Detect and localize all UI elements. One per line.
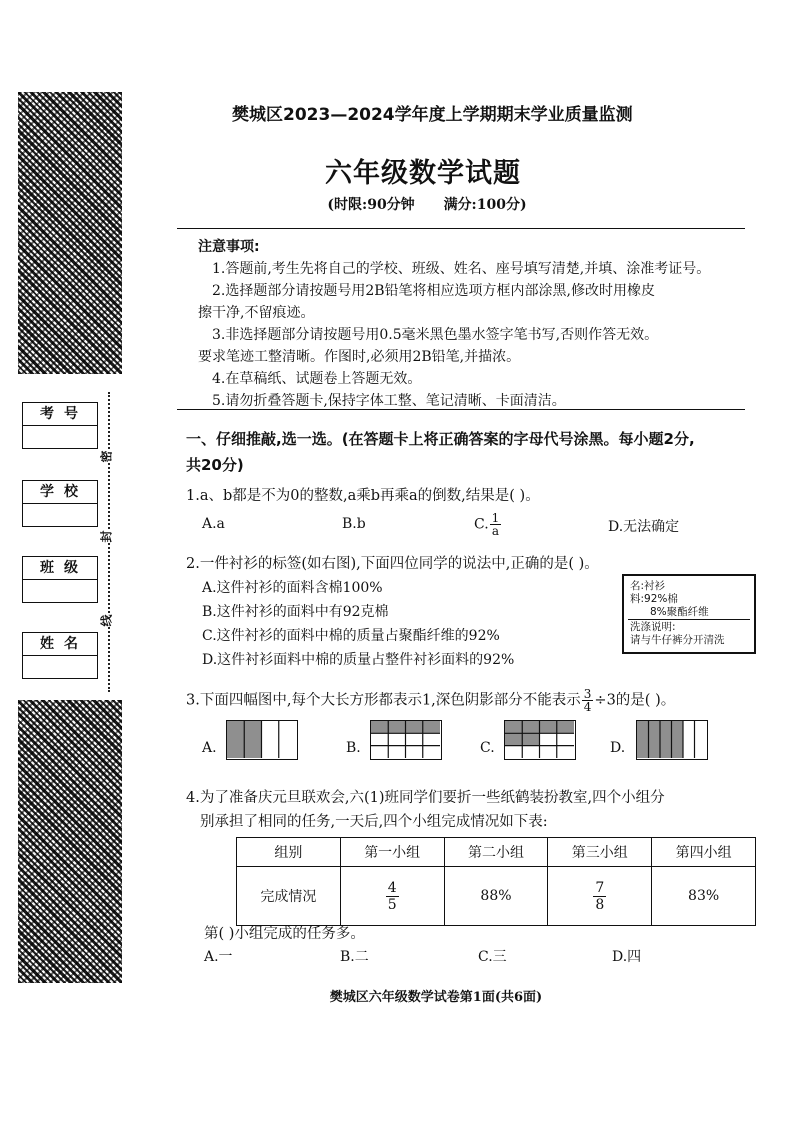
table-header-cell: 第一小组 [340,838,444,867]
q2-stem: 2.一件衬衫的标签(如右图),下面四位同学的说法中,正确的是( )。 [186,556,599,572]
section-1-title-line2: 共20分) [186,456,244,474]
time-limit: (时限:90分钟 [327,197,415,213]
q3-frac-num: 3 [583,687,592,701]
table-header-cell: 组别 [237,838,341,867]
q4-option-a[interactable]: A.一 [204,949,233,965]
seal-mark-xian: 线 [99,614,114,627]
note-2: 2.选择题部分请按题号用2B铅笔将相应选项方框内部涂黑,修改时用橡皮 [212,283,656,299]
q1-option-c-den: a [491,524,500,538]
q2-option-d[interactable]: D.这件衬衫面料中棉的质量占整件衬衫面料的92% [202,652,515,668]
group3-den: 8 [595,896,605,913]
class-box[interactable] [22,556,98,603]
note-1: 1.答题前,考生先将自己的学校、班级、姓名、座号填写清楚,并填、涂准考证号。 [212,261,711,277]
q3-figure-b[interactable] [370,720,442,760]
q4-stem-line2: 别承担了相同的任务,一天后,四个小组完成情况如下表: [200,814,548,830]
header-rule [177,228,745,229]
table-header-cell: 第三小组 [548,838,652,867]
q1-option-d[interactable]: D.无法确定 [608,519,680,535]
q1-option-b[interactable]: B.b [342,516,366,532]
margin-pattern-top [18,92,122,374]
table-row [237,867,756,926]
q3-stem-post: ÷3的是( )。 [594,692,676,709]
shirt-label [622,574,756,654]
q4-options [0,946,794,970]
q4-stem-line1: 4.为了准备庆元旦联欢会,六(1)班同学们要折一些纸鹤装扮教室,四个小组分 [186,790,665,806]
q4-question: 第( )小组完成的任务多。 [204,926,365,942]
seal-mark-mi: 密 [99,450,114,463]
margin-pattern-bottom [18,700,122,983]
q1-option-c[interactable] [474,512,502,537]
exam-title: 六年级数学试题 [325,158,521,189]
notes-block [198,236,748,412]
exam-number-field[interactable] [23,426,97,448]
q3-figure-c[interactable] [504,720,576,760]
class-field[interactable] [23,580,97,602]
exam-number-box[interactable] [22,402,98,449]
group1-num: 4 [387,879,397,896]
group1-value [340,867,444,926]
class-label: 班级 [23,557,97,580]
note-4: 4.在草稿纸、试题卷上答题无效。 [212,371,422,387]
q1-stem: 1.a、b都是不为0的整数,a乘b再乘a的倒数,结果是( )。 [186,488,540,504]
exam-meta [0,194,794,214]
q1-option-c-prefix: C. [474,516,489,533]
name-label: 姓名 [23,633,97,656]
q2-option-c[interactable]: C.这件衬衫的面料中棉的质量占聚酯纤维的92% [202,628,500,644]
q2-options [202,576,622,672]
shirt-label-name: 名:衬衫 [630,580,666,592]
shirt-label-wash-title: 洗涤说明: [630,621,676,633]
exam-subtitle: 樊城区2023—2024学年度上学期期末学业质量监测 [232,105,633,125]
q1-option-c-num: 1 [491,511,500,525]
table-header-cell: 第四小组 [652,838,756,867]
q2-option-b[interactable]: B.这件衬衫的面料中有92克棉 [202,604,389,620]
q4-completion-table [236,837,756,926]
group3-num: 7 [595,879,605,896]
q3-figure-a[interactable] [226,720,298,760]
row-label: 完成情况 [237,867,341,926]
note-5: 5.请勿折叠答题卡,保持字体工整、笔记清晰、卡面清洁。 [212,393,566,409]
q3-option-a-label[interactable]: A. [202,740,217,756]
notes-heading: 注意事项: [198,239,260,255]
note-2-cont: 擦干净,不留痕迹。 [198,305,315,321]
q2-option-a[interactable]: A.这件衬衫的面料含棉100% [202,580,383,596]
shirt-label-divider [628,619,750,620]
section-1-title [186,426,746,478]
q3-fraction [582,688,594,713]
q1-option-a[interactable]: A.a [202,516,225,532]
exam-number-label: 考号 [23,403,97,426]
q3-stem-pre: 3.下面四幅图中,每个大长方形都表示1,深色阴影部分不能表示 [186,692,581,709]
note-3: 3.非选择题部分请按题号用0.5毫米黑色墨水签字笔书写,否则作答无效。 [212,327,659,343]
q3-option-d-label[interactable]: D. [610,740,626,756]
q3-figure-d[interactable] [636,720,708,760]
q1-options [0,512,794,542]
group3-value [548,867,652,926]
group1-den: 5 [387,896,397,913]
q4-stem [186,786,665,834]
q4-option-d[interactable]: D.四 [612,949,642,965]
page-footer: 樊城区六年级数学试卷第1面(共6面) [329,990,543,1005]
seal-mark-feng: 封 [99,530,114,543]
name-box[interactable] [22,632,98,679]
table-header-cell: 第二小组 [444,838,548,867]
section-1-title-line1: 一、仔细推敲,选一选。(在答题卡上将正确答案的字母代号涂黑。每小题2分, [186,430,695,448]
q3-frac-den: 4 [583,700,592,714]
q3-option-c-label[interactable]: C. [480,740,495,756]
notes-rule [177,409,745,410]
q3-stem [186,688,675,713]
q3-option-b-label[interactable]: B. [346,740,361,756]
table-header-row [237,838,756,867]
group2-value: 88% [444,867,548,926]
shirt-label-material1: 料:92%棉 [630,593,678,605]
q4-option-b[interactable]: B.二 [340,949,369,965]
shirt-label-wash-text: 请与牛仔裤分开清洗 [630,634,725,646]
school-label: 学校 [23,481,97,504]
name-field[interactable] [23,656,97,678]
q4-option-c[interactable]: C.三 [478,949,507,965]
group4-value: 83% [652,867,756,926]
note-3-cont: 要求笔迹工整清晰。作图时,必须用2B铅笔,并描浓。 [198,349,521,365]
shirt-label-material2: 8%聚酯纤维 [650,606,709,618]
full-score: 满分:100分) [443,197,527,213]
q1-option-c-fraction [490,512,502,537]
